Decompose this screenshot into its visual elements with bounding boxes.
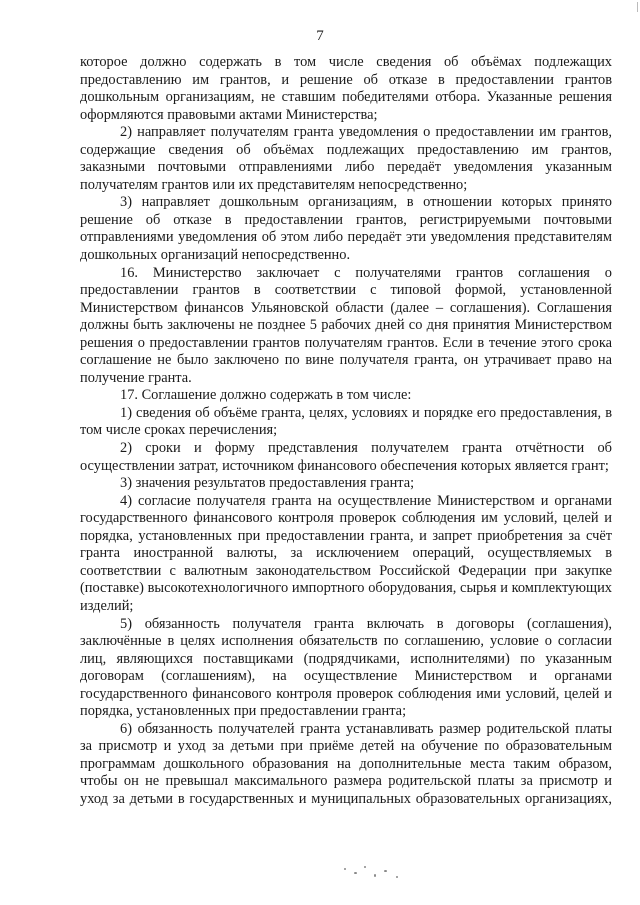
paragraph-17: 17. Соглашение должно содержать в том числе: [120, 387, 412, 404]
paragraph-16: 16. Министерство заключает с получателями грантов соглашения о предоставлении грантов в соответствии с типовой формой, установленной Министерством финансов Ульяновской области (далее – соглашения). Соглашения должны быть заключены не позднее 5 рабочих дней со дня принятия Министерством решения о предоставлении грантов получателям грантов. Если в течение этого срока соглашение не было заключено по вине получателя гранта, он утрачивает право на получение гранта. [80, 264, 612, 386]
scan-artifact [340, 862, 410, 884]
paragraph-17-item-3: 3) значения результатов предоставления гранта; [120, 475, 415, 492]
page-number: 7 [316, 28, 324, 44]
paragraph-17-item-5: 5) обязанность получателя гранта включать в договоры (соглашения), заключённые в целях исполнения обязательств по соглашению, условие о согласии лиц, являющихся поставщиками (подрядчиками, исполнителями) по указанным договорам (соглашениям), на осуществление Министерством и органами государственного финансового контроля проверок соблюдения ими условий, целей и порядка, установленных при предоставлении гранта; [80, 615, 612, 720]
paragraph-17-item-1: 1) сведения об объёме гранта, целях, условиях и порядке его предоставления, в том числе сроках перечисления; [80, 404, 612, 439]
paragraph-item-2: 2) направляет получателям гранта уведомления о предоставлении им грантов, содержащие сведения об объёмах подлежащих предоставлению им грантов, заказными почтовыми отправлениями либо передаёт уведомления указанным получателям грантов или их представителям непосредственно; [80, 124, 612, 193]
paragraph-17-item-6: 6) обязанность получателей гранта устанавливать размер родительской платы за присмотр и уход за детьми при приёме детей на обучение по образовательным программам дошкольного образования на дополнительные места таким образом, чтобы он не превышал максимального размера родительской платы за присмотр и уход за детьми в государственных и муниципальных образовательных организациях, [80, 720, 612, 807]
scan-corner-mark [631, 2, 638, 12]
paragraph-17-item-4: 4) согласие получателя гранта на осуществление Министерством и органами государственного финансового контроля проверок соблюдения им условий, целей и порядка, установленных при предоставлении гранта, и запрет приобретения за счёт гранта иностранной валюты, за исключением операций, осуществляемых в соответствии с валютным законодательством Российской Федерации при закупке (поставке) высокотехнологичного импортного оборудования, сырья и комплектующих изделий; [80, 492, 612, 614]
paragraph-item-3: 3) направляет дошкольным организациям, в отношении которых принято решение об отказе в предоставлении грантов, регистрируемыми почтовыми отправлениями уведомления об этом либо передаёт эти уведомления представителям дошкольных организаций непосредственно. [80, 194, 612, 264]
paragraph-continuation: которое должно содержать в том числе сведения об объёмах подлежащих предоставлению им грантов, и решение об отказе в предоставлении грантов дошкольным организациям, не ставшим победителями отбора. Указанные решения оформляются правовыми актами Министерства; [80, 54, 612, 123]
paragraph-17-item-2: 2) сроки и форму представления получателем гранта отчётности об осуществлении затрат, источником финансового обеспечения которых является грант; [80, 440, 612, 474]
document-body [80, 54, 612, 809]
